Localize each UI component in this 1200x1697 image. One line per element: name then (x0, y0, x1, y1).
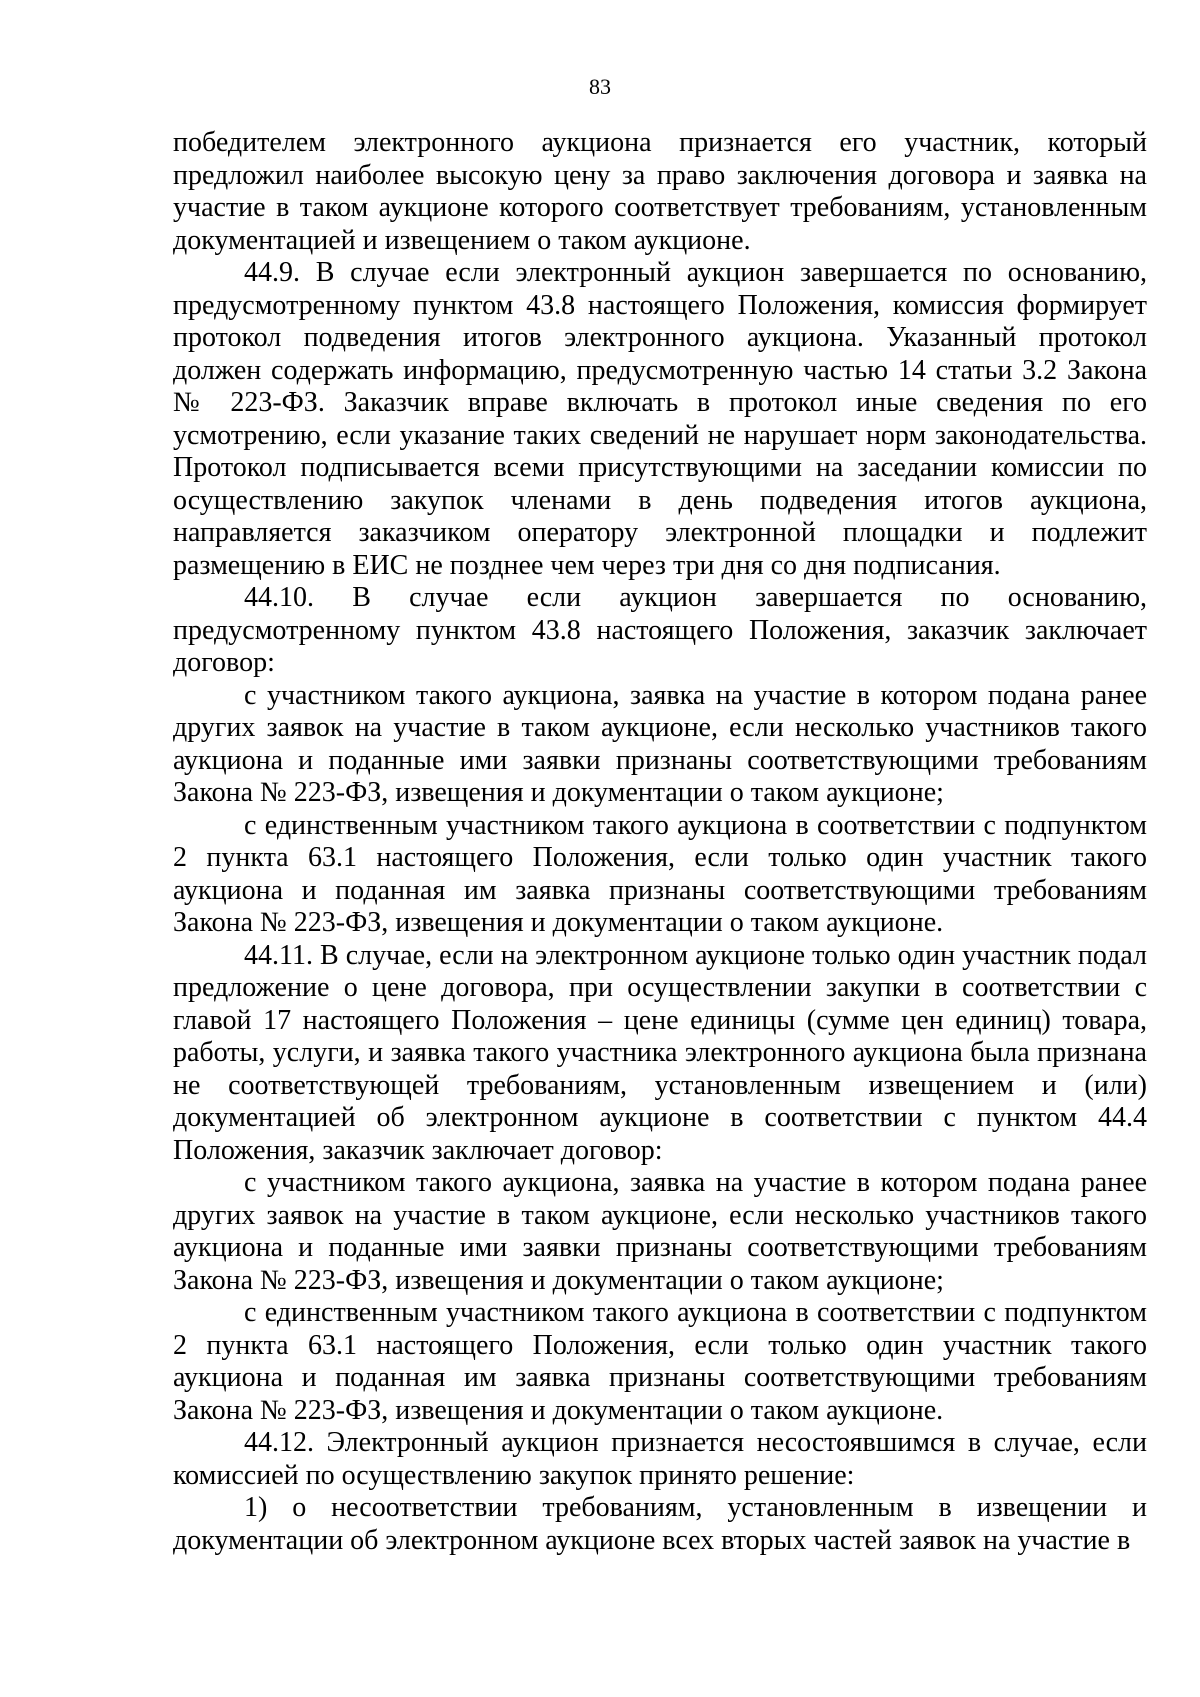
paragraph-44-10-first-case: с участником такого аукциона, заявка на участие в котором подана ранее других заявок на участие в таком аукционе, если несколько участников такого аукциона и поданные ими заявки признаны соответствующими требованиям Закона № 223-ФЗ, извещения и документации о таком аукционе; (173, 679, 1147, 808)
paragraph-44-12-item-1: 1) о несоответствии требованиям, установленным в извещении и документации об электронном аукционе всех вторых частей заявок на участие в (173, 1492, 1147, 1556)
paragraph-44-9: 44.9. В случае если электронный аукцион завершается по основанию, предусмотренному пунктом 43.8 настоящего Положения, комиссия формирует протокол подведения итогов электронного аукциона. Указанный протокол должен содержать информацию, предусмотренную частью 14 статьи 3.2 Закона № 223-ФЗ. Заказчик вправе включать в протокол иные сведения по его усмотрению, если указание таких сведений не нарушает норм законодательства. Протокол подписывается всеми присутствующими на заседании комиссии по осуществлению закупок членами в день подведения итогов аукциона, направляется заказчиком оператору электронной площадки и подлежит размещению в ЕИС не позднее чем через три дня со дня подписания. (173, 257, 1147, 581)
paragraph-44-11-second-case: с единственным участником такого аукциона в соответствии с подпунктом 2 пункта 63.1 настоящего Положения, если только один участник такого аукциона и поданная им заявка признаны соответствующими требованиям Закона № 223-ФЗ, извещения и документации о таком аукционе. (173, 1297, 1147, 1426)
paragraph-44-12: 44.12. Электронный аукцион признается несостоявшимся в случае, если комиссией по осуществлению закупок принято решение: (173, 1427, 1147, 1491)
document-body (173, 127, 1147, 1557)
paragraph-44-11: 44.11. В случае, если на электронном аукционе только один участник подал предложение о цене договора, при осуществлении закупки в соответствии с главой 17 настоящего Положения – цене единицы (сумме цен единиц) товара, работы, услуги, и заявка такого участника электронного аукциона была признана не соответствующей требованиям, установленным извещением и (или) документацией об электронном аукционе в соответствии с пунктом 44.4 Положения, заказчик заключает договор: (173, 939, 1147, 1166)
paragraph-44-10-second-case: с единственным участником такого аукциона в соответствии с подпунктом 2 пункта 63.1 настоящего Положения, если только один участник такого аукциона и поданная им заявка признаны соответствующими требованиям Закона № 223-ФЗ, извещения и документации о таком аукционе. (173, 809, 1147, 938)
paragraph-continuation: победителем электронного аукциона признается его участник, который предложил наиболее высокую цену за право заключения договора и заявка на участие в таком аукционе которого соответствует требованиям, установленным документацией и извещением о таком аукционе. (173, 127, 1147, 256)
page-number: 83 (589, 74, 611, 99)
paragraph-44-11-first-case: с участником такого аукциона, заявка на участие в котором подана ранее других заявок на участие в таком аукционе, если несколько участников такого аукциона и поданные ими заявки признаны соответствующими требованиям Закона № 223-ФЗ, извещения и документации о таком аукционе; (173, 1167, 1147, 1296)
paragraph-44-10: 44.10. В случае если аукцион завершается по основанию, предусмотренному пунктом 43.8 настоящего Положения, заказчик заключает договор: (173, 582, 1147, 678)
